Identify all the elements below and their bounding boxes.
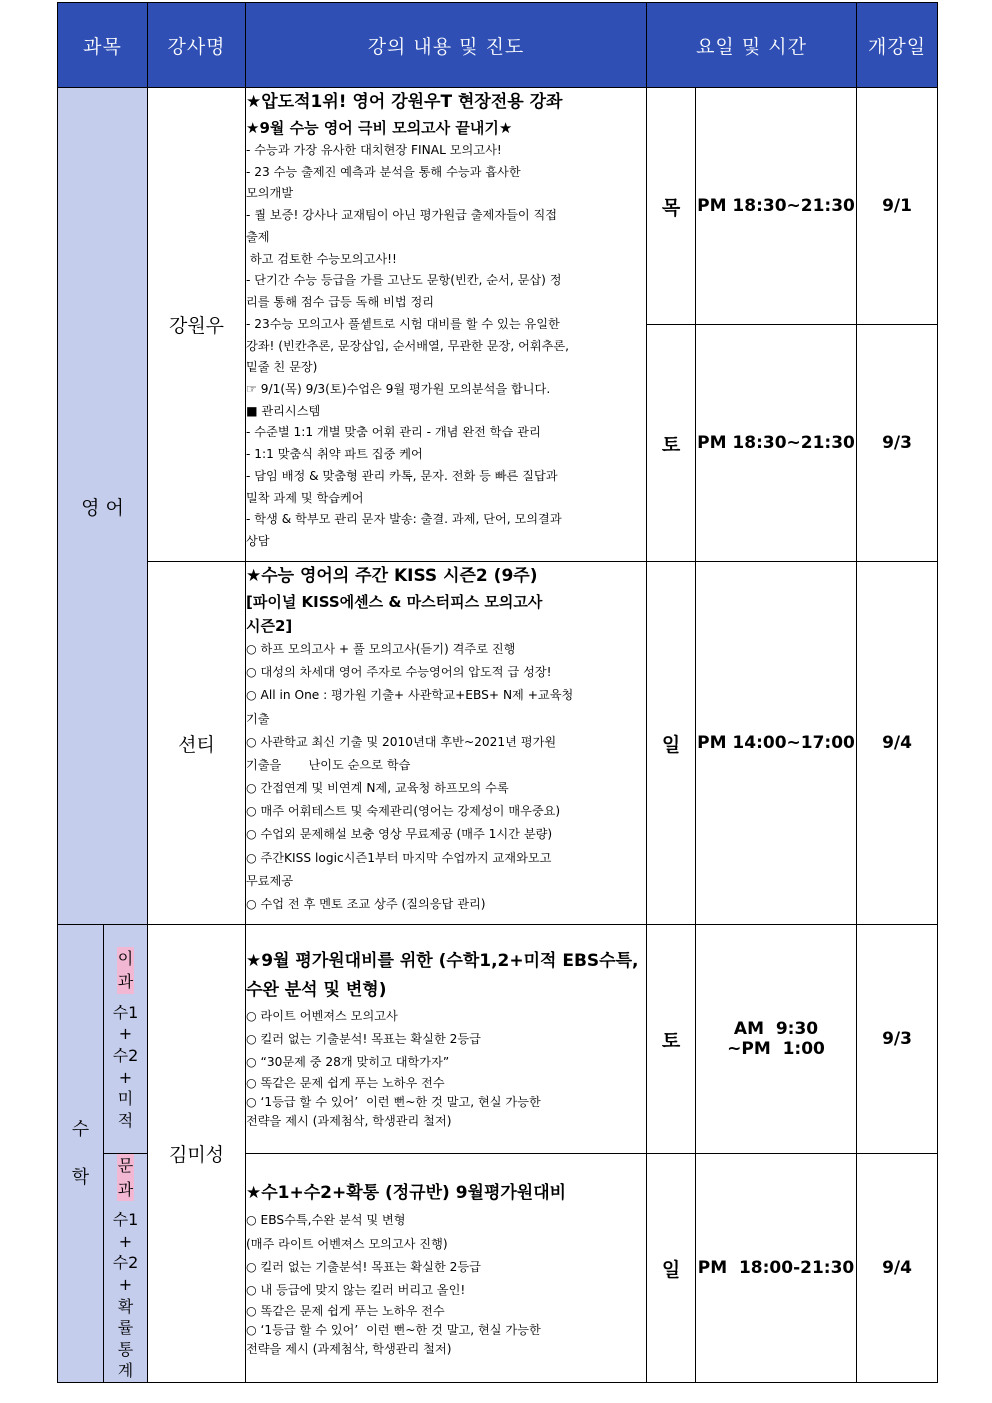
header-subject: 과목 <box>58 3 148 88</box>
course-char: 확 <box>117 1296 134 1316</box>
list-item: ○ 간접연계 및 비연계 N제, 교육청 하프모의 수록 <box>246 781 509 796</box>
header-content: 강의 내용 및 진도 <box>246 3 647 88</box>
list-item: ○ 라이트 어벤져스 모의고사 <box>246 1008 398 1023</box>
list-item: ○ 똑같은 문제 쉽게 푸는 노하우 전수 <box>246 1076 445 1091</box>
course-char: 수1 <box>112 1210 139 1230</box>
list-item: ■ 관리시스템 <box>246 403 321 418</box>
session-day: 목 <box>647 88 696 325</box>
course-char: 률 <box>117 1318 134 1338</box>
list-item: - 1:1 맞춤식 취약 파트 집중 케어 <box>246 447 423 462</box>
list-item: (매주 라이트 어벤져스 모의고사 진행) <box>246 1236 448 1251</box>
subject-english: 영 어 <box>58 88 148 925</box>
course-char: 수2 <box>112 1253 139 1273</box>
track-science <box>104 925 148 1154</box>
course-char: 수1 <box>112 1002 139 1022</box>
teacher-sunti: 션티 <box>148 562 246 925</box>
list-item: ○ All in One : 평가원 기출+ 사관학교+EBS+ N제 +교육청 <box>246 688 574 703</box>
list-item: - 퀄 보증! 강사나 교재팀이 아닌 평가원급 출제자들이 직접 <box>246 208 558 223</box>
session-start-date: 9/3 <box>857 925 938 1154</box>
subject-math <box>58 925 104 1383</box>
course-char: + <box>118 1024 133 1044</box>
list-item: 기출을 난이도 순으로 학습 <box>246 757 411 772</box>
course-subtitle: [파이널 KISS에센스 & 마스터피스 모의고사 <box>246 593 543 612</box>
session-day: 토 <box>647 925 696 1154</box>
list-item: - 단기간 수능 등급을 가를 고난도 문항(빈칸, 순서, 문삽) 정 <box>246 273 562 288</box>
course-subtitle: 시즌2] <box>246 617 293 636</box>
list-item: ○ ‘1등급 할 수 있어’ 이런 뻔~한 것 말고, 현실 가능한 <box>246 1323 541 1338</box>
header-schedule: 요일 및 시간 <box>647 3 857 88</box>
schedule-table <box>57 2 938 1383</box>
list-item: - 23수능 모의고사 풀셑트로 시험 대비를 할 수 있는 유일한 <box>246 316 560 331</box>
session-start-date: 9/4 <box>857 1154 938 1383</box>
header-teacher: 강사명 <box>148 3 246 88</box>
list-item: - 수준별 1:1 개별 맞춤 어휘 관리 - 개념 완전 학습 관리 <box>246 425 541 440</box>
list-item: 모의개발 <box>246 186 294 201</box>
course-title: 수완 분석 및 변형) <box>246 979 387 1000</box>
course-description-kang <box>246 88 647 562</box>
course-title: ★9월 평가원대비를 위한 (수학1,2+미적 EBS수특, <box>246 950 639 971</box>
course-char: 적 <box>117 1110 134 1130</box>
session-day: 일 <box>647 1154 696 1383</box>
course-description-math-science <box>246 925 647 1154</box>
track-label-char: 이 <box>117 947 134 971</box>
header-start-date: 개강일 <box>857 3 938 88</box>
list-item: 출제 <box>246 229 270 244</box>
session-time: PM 14:00~17:00 <box>696 562 857 925</box>
session-time <box>696 925 857 1154</box>
list-item: ○ EBS수특,수완 분석 및 변형 <box>246 1213 406 1228</box>
list-item: 전략을 제시 (과제첨삭, 학생관리 철저) <box>246 1341 452 1356</box>
list-item: ○ ‘1등급 할 수 있어’ 이런 뻔~한 것 말고, 현실 가능한 <box>246 1095 541 1110</box>
table-row <box>58 88 938 325</box>
course-char: 계 <box>117 1361 134 1381</box>
track-label-char: 문 <box>117 1154 134 1178</box>
list-item: ○ “30문제 중 28개 맞히고 대학가자” <box>246 1055 450 1070</box>
session-start-date: 9/3 <box>857 325 938 562</box>
session-time-line: ~PM 1:00 <box>727 1039 825 1059</box>
teacher-kim: 김미성 <box>148 925 246 1383</box>
subject-math-char: 학 <box>71 1166 90 1188</box>
list-item: - 담임 배정 & 맞춤형 관리 카톡, 문자. 전화 등 빠른 질답과 <box>246 468 558 483</box>
list-item: ○ 킬러 없는 기출분석! 목표는 확실한 2등급 <box>246 1259 481 1274</box>
list-item: ○ 매주 어휘테스트 및 숙제관리(영어는 강제성이 매우중요) <box>246 804 561 819</box>
session-start-date: 9/1 <box>857 88 938 325</box>
list-item: 리를 통해 점수 급등 독해 비법 정리 <box>246 295 435 310</box>
list-item: ○ 수업 전 후 멘토 조교 상주 (질의응답 관리) <box>246 896 486 911</box>
list-item: 무료제공 <box>246 873 294 888</box>
track-label-char: 과 <box>117 970 134 994</box>
track-label-char: 과 <box>117 1178 134 1202</box>
list-item: 상담 <box>246 533 270 548</box>
course-title: ★수1+수2+확통 (정규반) 9월평가원대비 <box>246 1183 567 1204</box>
course-description-sunti <box>246 562 647 925</box>
session-day: 일 <box>647 562 696 925</box>
session-time: PM 18:30~21:30 <box>696 325 857 562</box>
list-item: ○ 하프 모의고사 + 풀 모의고사(듣기) 격주로 진행 <box>246 642 516 657</box>
table-row <box>58 925 938 1154</box>
teacher-kang: 강원우 <box>148 88 246 562</box>
subject-math-char: 수 <box>71 1118 90 1140</box>
list-item: ○ 사관학교 최신 기출 및 2010년대 후반~2021년 평가원 <box>246 734 557 749</box>
list-item: 밑줄 친 문장) <box>246 360 318 375</box>
list-item: ○ 킬러 없는 기출분석! 목표는 확실한 2등급 <box>246 1031 481 1046</box>
course-char: + <box>118 1067 133 1087</box>
course-subtitle: ★9월 수능 영어 극비 모의고사 끝내기★ <box>246 119 513 138</box>
list-item: ○ 내 등급에 맞지 않는 킬러 버리고 올인! <box>246 1282 466 1297</box>
course-char: + <box>118 1275 133 1294</box>
list-item: - 수능과 가장 유사한 대치현장 FINAL 모의고사! <box>246 143 502 158</box>
course-char: 미 <box>117 1089 134 1109</box>
list-item: 전략을 제시 (과제첨삭, 학생관리 철저) <box>246 1114 452 1129</box>
session-time-line: AM 9:30 <box>733 1019 819 1039</box>
list-item: - 23 수능 출제진 예측과 분석을 통해 수능과 흡사한 <box>246 164 521 179</box>
list-item: 기출 <box>246 711 270 726</box>
track-liberal <box>104 1154 148 1383</box>
list-item: ☞ 9/1(목) 9/3(토)수업은 9월 평가원 모의분석을 합니다. <box>246 381 551 396</box>
course-description-math-liberal <box>246 1154 647 1383</box>
course-char: 수2 <box>112 1046 139 1065</box>
session-start-date: 9/4 <box>857 562 938 925</box>
course-title: ★수능 영어의 주간 KISS 시즌2 (9주) <box>246 566 538 586</box>
course-title: ★압도적1위! 영어 강원우T 현장전용 강좌 <box>246 92 563 112</box>
table-row <box>58 562 938 925</box>
list-item: ○ 똑같은 문제 쉽게 푸는 노하우 전수 <box>246 1304 445 1319</box>
list-item: 강좌! (빈칸추론, 문장삽입, 순서배열, 무관한 문장, 어휘추론, <box>246 338 570 353</box>
list-item: ○ 수업외 문제해설 보충 영상 무료제공 (매주 1시간 분량) <box>246 827 553 842</box>
session-time: PM 18:30~21:30 <box>696 88 857 325</box>
course-char: + <box>118 1231 133 1251</box>
list-item: - 학생 & 학부모 관리 문자 발송: 출결. 과제, 단어, 모의결과 <box>246 512 562 527</box>
session-day: 토 <box>647 325 696 562</box>
list-item: ○ 대성의 차세대 영어 주자로 수능영어의 압도적 급 성장! <box>246 665 552 680</box>
list-item: 밀착 과제 및 학습케어 <box>246 490 364 505</box>
header-row <box>58 3 938 88</box>
session-time: PM 18:00-21:30 <box>696 1154 857 1383</box>
list-item: 하고 검토한 수능모의고사!! <box>246 251 397 266</box>
list-item: ○ 주간KISS logic시즌1부터 마지막 수업까지 교재와모고 <box>246 850 552 865</box>
course-char: 통 <box>117 1339 134 1359</box>
